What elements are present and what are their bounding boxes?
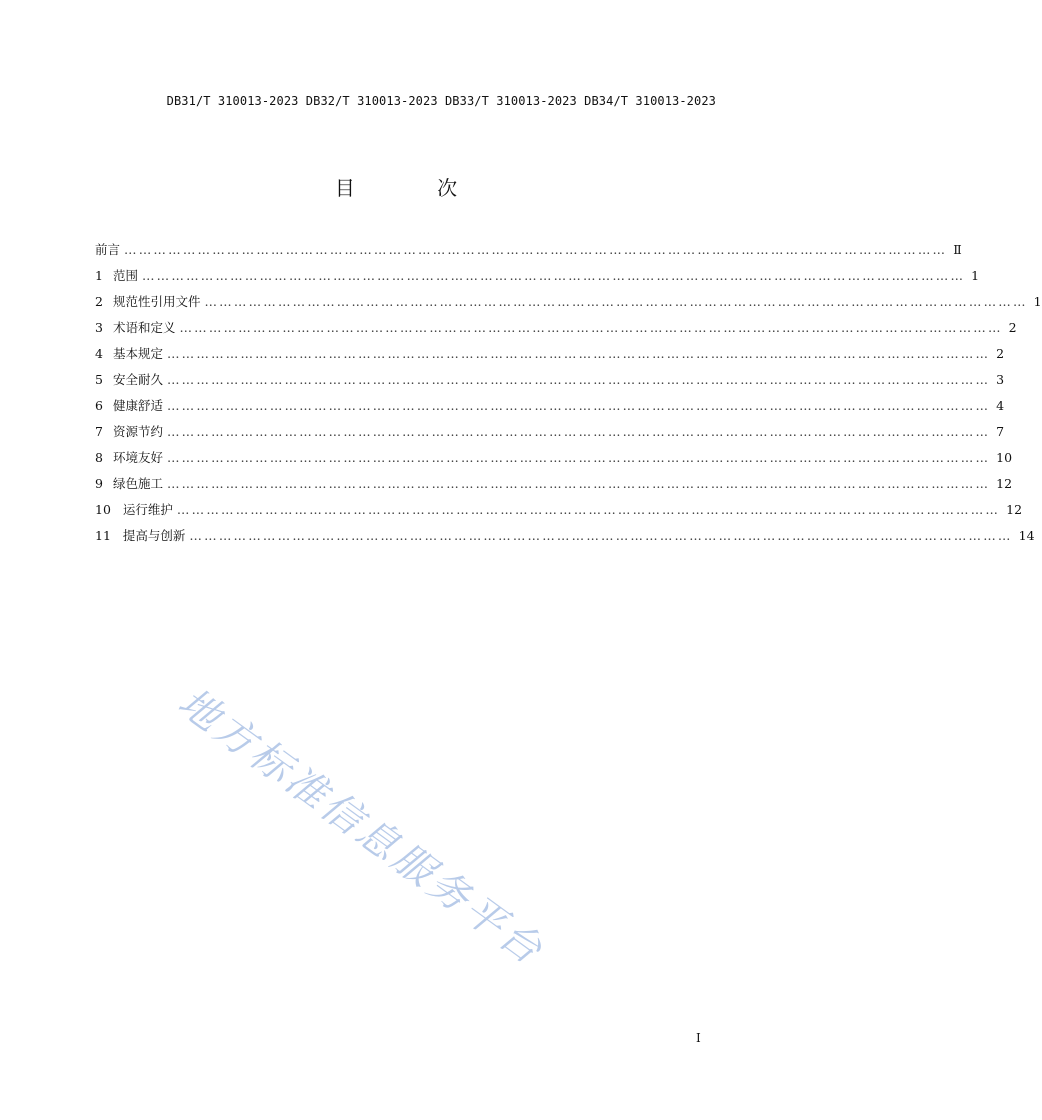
toc-entry-page: 4 (996, 398, 1005, 413)
toc-entry-label: 环境友好 (112, 450, 163, 465)
toc-leader-dots: …………………………………………………………………………………………………………………………………………………… (176, 502, 1001, 517)
toc-leader-dots: …………………………………………………………………………………………………………………………………………………… (166, 450, 991, 465)
toc-entry-label: 绿色施工 (112, 476, 163, 491)
toc-entry-label: 健康舒适 (112, 398, 163, 413)
toc-entry-5[interactable] (95, 367, 1005, 393)
toc-entry-page: 12 (996, 476, 1013, 491)
toc-entry-number: 4 (95, 346, 103, 361)
toc-leader-dots: …………………………………………………………………………………………………………………………………………………… (166, 424, 991, 439)
toc-leader-dots: …………………………………………………………………………………………………………………………………………………… (189, 528, 1013, 543)
toc-entry-number: 6 (95, 398, 103, 413)
toc-entry-3[interactable] (95, 315, 1017, 341)
toc-entry-label: 规范性引用文件 (112, 294, 201, 309)
toc-entry-page: 10 (996, 450, 1013, 465)
toc-leader-dots: …………………………………………………………………………………………………………………………………………………… (204, 294, 1028, 309)
toc-entry-page: 1 (1033, 294, 1042, 309)
toc-entry-label: 资源节约 (112, 424, 163, 439)
toc-entry-7[interactable] (95, 419, 1005, 445)
standard-codes-header: DB31/T 310013-2023 DB32/T 310013-2023 DB33/T 310013-2023 DB34/T 310013-2023 (166, 94, 716, 108)
toc-entry-4[interactable] (95, 341, 1005, 367)
toc-entry-8[interactable] (95, 445, 1013, 471)
toc-entry-number: 3 (95, 320, 103, 335)
page-title: 目 次 (334, 176, 496, 200)
toc-entry-page: 14 (1018, 528, 1035, 543)
toc-entry-page: 3 (996, 372, 1005, 387)
toc-leader-dots: …………………………………………………………………………………………………………………………………………………… (166, 346, 991, 361)
toc-entry-number: 9 (95, 476, 103, 491)
toc-entry-11[interactable] (95, 523, 1035, 549)
toc-leader-dots: …………………………………………………………………………………………………………………………………………………… (141, 268, 966, 283)
toc-entry-10[interactable] (95, 497, 1023, 523)
toc-entry-6[interactable] (95, 393, 1005, 419)
toc-entry-1[interactable] (95, 263, 980, 289)
toc-entry-number: 2 (95, 294, 103, 309)
toc-entry-foreword[interactable] (95, 237, 962, 263)
toc-leader-dots: …………………………………………………………………………………………………………………………………………………… (124, 242, 948, 257)
toc-entry-page: 1 (971, 268, 980, 283)
toc-entry-label: 范围 (112, 268, 138, 283)
toc-entry-number: 11 (95, 528, 111, 543)
toc-entry-9[interactable] (95, 471, 1013, 497)
toc-entry-number: 1 (95, 268, 103, 283)
toc-entry-label: 运行维护 (122, 502, 173, 517)
toc-entry-2[interactable] (95, 289, 1042, 315)
toc-entry-label: 提高与创新 (122, 528, 186, 543)
toc-entry-page: 2 (1008, 320, 1017, 335)
table-of-contents (95, 237, 1042, 549)
page-number: I (696, 1031, 701, 1045)
toc-leader-dots: …………………………………………………………………………………………………………………………………………………… (166, 398, 991, 413)
toc-leader-dots: …………………………………………………………………………………………………………………………………………………… (166, 372, 991, 387)
toc-entry-page: 2 (996, 346, 1005, 361)
toc-entry-page: 7 (996, 424, 1005, 439)
toc-entry-page: Ⅱ (953, 242, 962, 257)
toc-leader-dots: …………………………………………………………………………………………………………………………………………………… (179, 320, 1003, 335)
toc-entry-label: 术语和定义 (112, 320, 176, 335)
toc-entry-number: 5 (95, 372, 103, 387)
toc-entry-label: 安全耐久 (112, 372, 163, 387)
toc-entry-label: 前言 (95, 242, 121, 257)
toc-entry-number: 7 (95, 424, 103, 439)
toc-leader-dots: …………………………………………………………………………………………………………………………………………………… (166, 476, 991, 491)
toc-entry-number: 8 (95, 450, 103, 465)
toc-entry-number: 10 (95, 502, 111, 517)
toc-entry-label: 基本规定 (112, 346, 163, 361)
toc-entry-page: 12 (1006, 502, 1023, 517)
watermark: 地方标准信息服务平台 (169, 679, 553, 976)
